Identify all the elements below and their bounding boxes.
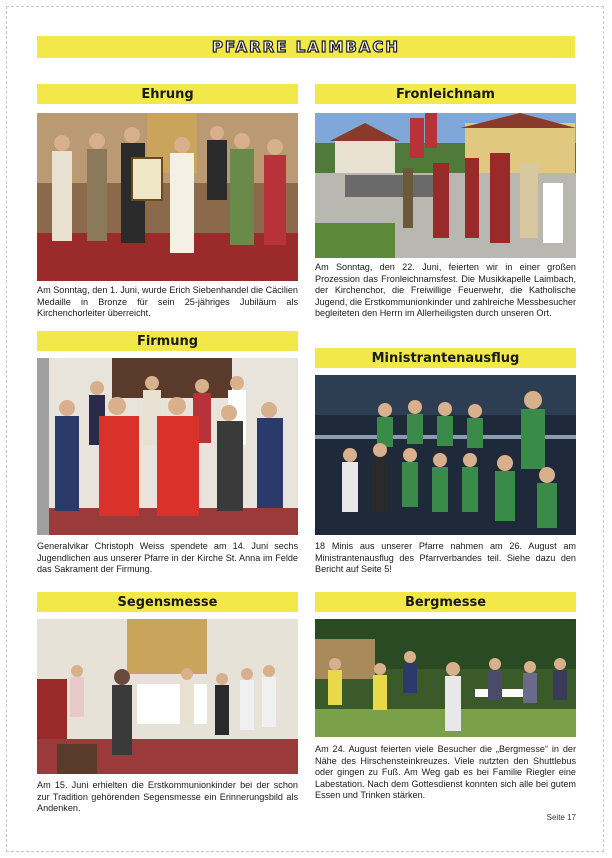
page-title: PFARRE LAIMBACH bbox=[212, 38, 400, 56]
photo-bergmesse bbox=[315, 619, 576, 737]
caption-bergmesse: Am 24. August feierten viele Besucher die „Bergmesse“ in der Nähe des Hirschensteinkreuzes. Viele nutzten den Shuttlebus oder gingen zu Fuß. Am Weg gab es bei Familie Riegler eine Labestation. Nach dem Gottesdienst konnten sich alle bei gutem Essen und Trinken stärken. bbox=[315, 744, 576, 800]
caption-fronleichnam: Am Sonntag, den 22. Juni, feierten wir in einer großen Prozession das Fronleichnamsfest. Die Musikkapelle Laimbach, der Kirchenchor, die Freiwillige Feuerwehr, die Katholische Jugend, die Erstkommunionkinder und zahlreiche Messbesucher begleiteten den Herrn im Allerheiligsten durch unseren Ort. bbox=[315, 262, 576, 318]
caption-firmung: Generalvikar Christoph Weiss spendete am 14. Juni sechs Jugendlichen aus unserer Pfarre in der Kirche St. Anna im Felde das Sakrament der Firmung. bbox=[37, 541, 298, 574]
heading-fronleichnam-text: Fronleichnam bbox=[396, 86, 495, 102]
caption-segensmesse: Am 15. Juni erhielten die Erstkommunionkinder bei der schon zur Tradition gehörenden Segensmesse ein Erinnerungsbild als Andenken. bbox=[37, 780, 298, 813]
heading-ehrung-text: Ehrung bbox=[141, 86, 194, 102]
caption-ministranten: 18 Minis aus unserer Pfarre nahmen am 26. August am Ministrantenausflug des Pfarrverbandes teil. Siehe dazu den Bericht auf Seite 5! bbox=[315, 541, 576, 574]
heading-firmung bbox=[37, 331, 298, 351]
photo-fronleichnam bbox=[315, 113, 576, 258]
heading-bergmesse bbox=[315, 592, 576, 612]
heading-bergmesse-text: Bergmesse bbox=[404, 594, 487, 610]
heading-segensmesse-text: Segensmesse bbox=[117, 594, 218, 610]
photo-ministranten bbox=[315, 375, 576, 535]
heading-fronleichnam bbox=[315, 84, 576, 104]
caption-ehrung: Am Sonntag, den 1. Juni, wurde Erich Siebenhandel die Cäcilien Medaille in Bronze für sein 25-jähriges Jubiläum als Kirchenchorleiter überreicht. bbox=[37, 285, 298, 318]
photo-segensmesse bbox=[37, 619, 298, 774]
page-title-bar bbox=[37, 36, 575, 58]
photo-ehrung bbox=[37, 113, 298, 281]
heading-segensmesse bbox=[37, 592, 298, 612]
page-number: Seite 17 bbox=[546, 813, 576, 822]
heading-ehrung bbox=[37, 84, 298, 104]
heading-ministranten-text: Ministrantenausflug bbox=[371, 350, 520, 366]
heading-ministranten bbox=[315, 348, 576, 368]
heading-firmung-text: Firmung bbox=[136, 333, 199, 349]
photo-firmung bbox=[37, 358, 298, 535]
